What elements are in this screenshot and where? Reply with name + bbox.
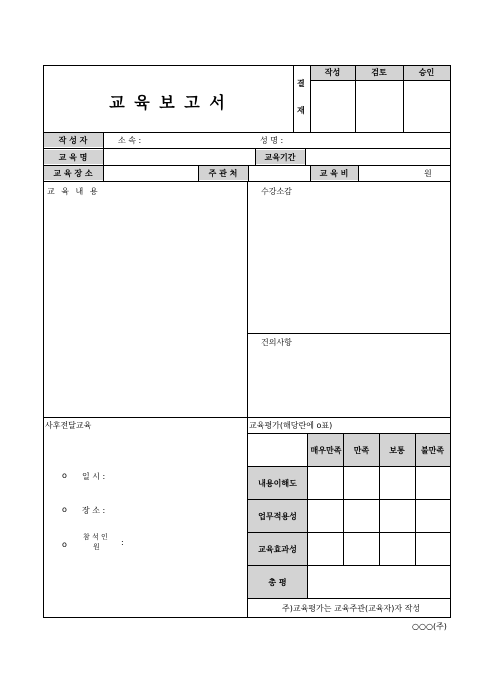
- grid-line: [403, 65, 404, 132]
- grid-line: [305, 148, 306, 165]
- approval-col-review: 검토: [371, 68, 387, 77]
- followup-date-bullet: o: [62, 471, 67, 480]
- grid-line: [103, 132, 104, 181]
- host-label: 주 관 처: [208, 168, 238, 178]
- approval-label-top: 결: [297, 79, 305, 88]
- eval-cell[interactable]: [345, 468, 378, 498]
- period-field[interactable]: [306, 151, 449, 163]
- author-label: 작 성 자: [58, 135, 88, 145]
- eval-cell[interactable]: [380, 501, 414, 531]
- grid-line: [310, 80, 450, 81]
- eval-summary-label: 총 평: [268, 577, 287, 587]
- suggestions-field[interactable]: [249, 350, 449, 416]
- course-field[interactable]: [104, 151, 254, 163]
- eval-col-normal: 보통: [389, 445, 405, 455]
- grid-line: [247, 417, 248, 617]
- grid-line: [247, 565, 451, 566]
- grid-line: [293, 65, 294, 132]
- course-label: 교 육 명: [58, 152, 88, 162]
- approval-col-author: 작성: [324, 68, 341, 77]
- impressions-field[interactable]: [249, 198, 449, 332]
- grid-line: [255, 148, 256, 165]
- approval-sign-approve[interactable]: [404, 81, 449, 131]
- host-field[interactable]: [249, 167, 309, 179]
- evaluation-note: 주)교육평가는 교육주관(교육자)자 작성: [282, 604, 421, 613]
- grid-line: [379, 433, 380, 565]
- followup-place-bullet: o: [62, 505, 67, 514]
- grid-line: [247, 433, 451, 434]
- eval-cell[interactable]: [345, 501, 378, 531]
- eval-cell[interactable]: [309, 534, 343, 564]
- followup-title: 사후전달교육: [45, 421, 92, 430]
- eval-cell[interactable]: [345, 534, 378, 564]
- eval-row-effectiveness: 교육효과성: [258, 544, 297, 554]
- grid-line: [247, 466, 451, 467]
- impressions-label: 수강소감: [261, 187, 292, 196]
- grid-line: [43, 65, 451, 66]
- grid-line: [358, 165, 359, 181]
- eval-row-applicability: 업무적용성: [258, 511, 297, 521]
- grid-line: [247, 181, 248, 417]
- eval-cell[interactable]: [416, 534, 449, 564]
- affiliation-label: 소 속 :: [118, 136, 142, 145]
- grid-line: [415, 433, 416, 565]
- place-label: 교 육 장 소: [53, 168, 93, 178]
- suggestions-label: 건의사항: [261, 338, 292, 347]
- grid-line: [355, 65, 356, 132]
- followup-place-label: 장 소 :: [82, 506, 106, 515]
- grid-line: [43, 132, 451, 133]
- content-label: 교 육 내 용: [47, 187, 100, 196]
- eval-col-dissatisfied: 불만족: [420, 445, 445, 455]
- evaluation-title: 교육평가(해당란에 o표): [249, 421, 333, 430]
- grid-line: [247, 532, 451, 533]
- grid-line: [43, 165, 451, 166]
- eval-cell[interactable]: [309, 468, 343, 498]
- eval-summary-field[interactable]: [309, 567, 449, 597]
- grid-line: [247, 499, 451, 500]
- grid-line: [307, 433, 308, 598]
- eval-cell[interactable]: [380, 534, 414, 564]
- eval-row-understanding: 내용이해도: [258, 478, 297, 488]
- grid-line: [247, 333, 451, 334]
- eval-cell[interactable]: [309, 501, 343, 531]
- content-field[interactable]: [44, 198, 246, 416]
- grid-line: [248, 165, 249, 181]
- grid-line: [310, 165, 311, 181]
- approval-col-approve: 승인: [418, 68, 435, 77]
- eval-cell[interactable]: [416, 468, 449, 498]
- grid-line: [343, 433, 344, 565]
- followup-place-field[interactable]: [130, 503, 240, 515]
- approval-sign-review[interactable]: [356, 81, 402, 131]
- approval-sign-author[interactable]: [311, 81, 354, 131]
- company-footer: ○○○(주): [412, 622, 447, 631]
- grid-line: [247, 598, 451, 599]
- followup-attendee-bullet: o: [62, 540, 67, 549]
- period-label: 교육기간: [264, 152, 296, 162]
- grid-line: [198, 165, 199, 181]
- grid-line: [43, 148, 451, 149]
- eval-cell[interactable]: [416, 501, 449, 531]
- followup-date-field[interactable]: [130, 469, 240, 481]
- followup-attendee-label-bottom: 원: [93, 543, 100, 551]
- eval-col-very-satisfied: 매우만족: [310, 445, 342, 455]
- page-title: 교 육 보 고 서: [109, 92, 227, 112]
- followup-attendee-field[interactable]: [130, 534, 240, 548]
- grid-line: [43, 617, 451, 618]
- followup-attendee-label-top: 참 석 인: [83, 533, 108, 541]
- eval-cell[interactable]: [380, 468, 414, 498]
- grid-line: [310, 65, 311, 132]
- followup-attendee-colon: :: [121, 538, 124, 547]
- place-field[interactable]: [104, 167, 197, 179]
- fee-unit: 원: [424, 169, 432, 178]
- name-label: 성 명 :: [260, 136, 284, 145]
- followup-date-label: 일 시 :: [82, 472, 106, 481]
- eval-col-satisfied: 만족: [353, 445, 370, 455]
- approval-label-bottom: 재: [297, 106, 305, 115]
- fee-label: 교 육 비: [319, 168, 349, 178]
